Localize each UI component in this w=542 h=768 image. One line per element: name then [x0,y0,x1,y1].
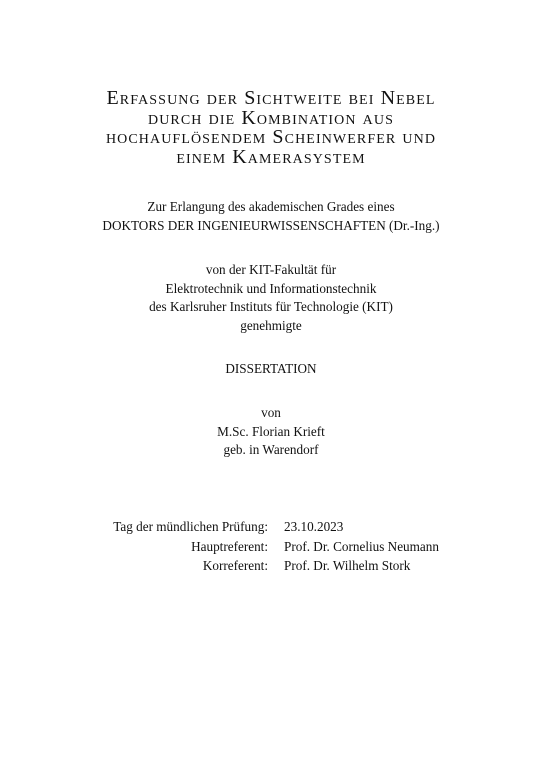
exam-label: Tag der mündlichen Prüfung: [113,519,268,534]
exam-value: 23.10.2023 [284,519,344,534]
faculty-line: von der KIT-Fakultät für [205,262,337,277]
thesis-title-line: durch die Kombination aus [148,106,394,129]
exam-value: Prof. Dr. Cornelius Neumann [284,538,439,554]
document-type: DISSERTATION [225,361,317,376]
thesis-title [40,89,502,167]
author-line: von [261,405,281,420]
document-type-block [40,360,502,379]
exam-label: Korreferent: [202,558,268,573]
faculty-line: Elektrotechnik und Informationstechnik [165,280,377,296]
exam-row-date [60,517,500,537]
exam-row-main-referee [60,537,500,557]
degree-statement [40,198,502,235]
thesis-title-line: einem Kamerasystem [176,145,366,168]
author-name: M.Sc. Florian Krieft [217,423,325,439]
faculty-statement [40,261,502,335]
degree-line: DOKTORS DER INGENIEURWISSENSCHAFTEN (Dr.-Ing.) [102,217,440,233]
faculty-line: genehmigte [240,317,302,333]
thesis-title-line: hochauflösendem Scheinwerfer und [105,126,437,148]
faculty-line: des Karlsruher Instituts für Technologie (KIT) [149,299,393,314]
exam-value: Prof. Dr. Wilhelm Stork [284,558,411,573]
exam-label: Hauptreferent: [191,538,268,554]
examination-details [60,517,500,576]
exam-row-co-referee [60,556,500,576]
thesis-title-line: Erfassung der Sichtweite bei Nebel [106,87,436,109]
degree-line: Zur Erlangung des akademischen Grades eines [147,199,395,214]
author-block [40,404,502,460]
author-birthplace: geb. in Warendorf [223,442,319,457]
